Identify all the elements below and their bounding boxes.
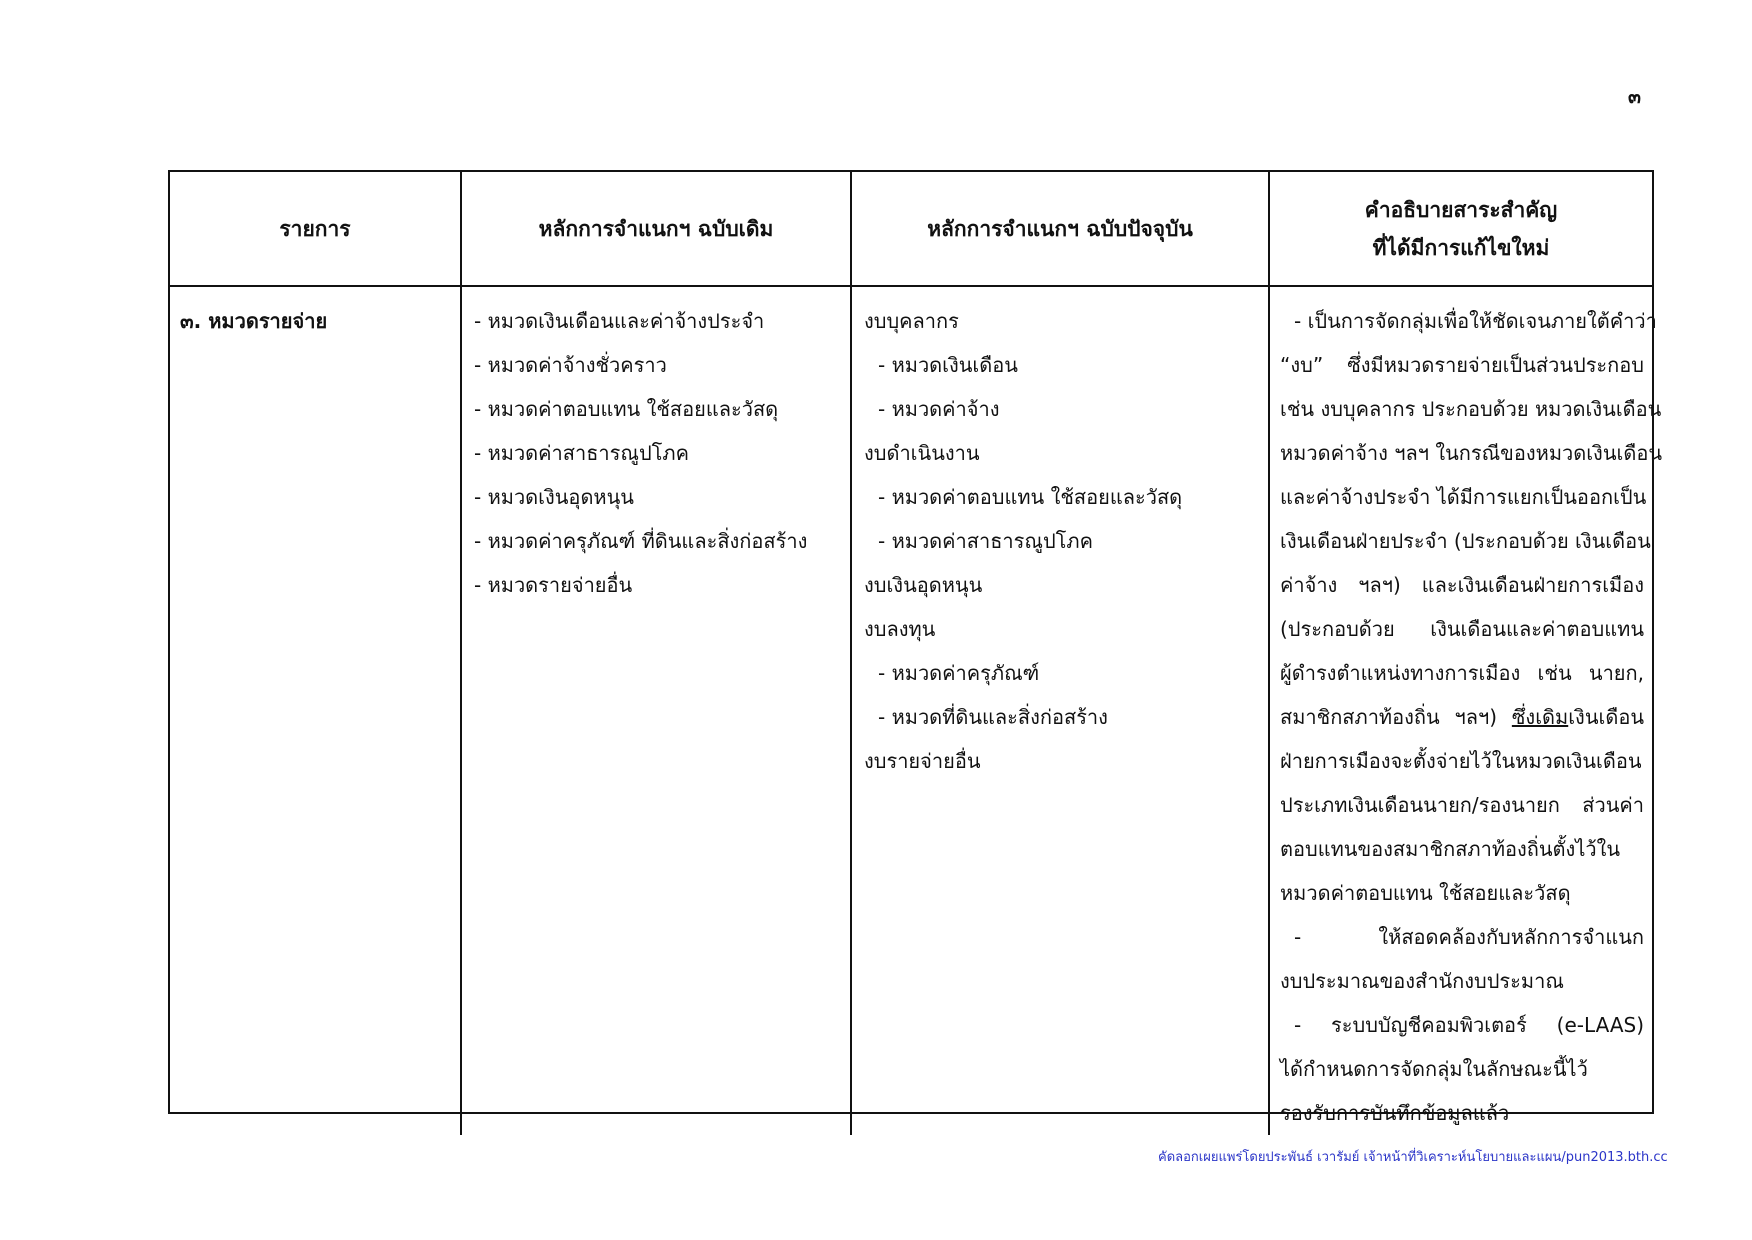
header-current-principle xyxy=(852,172,1270,287)
explanation-line: - ระบบบัญชีคอมพิวเตอร์ (e-LAAS) xyxy=(1294,1013,1644,1037)
explanation-line: หมวดค่าจ้าง ฯลฯ ในกรณีของหมวดเงินเดือน xyxy=(1280,441,1663,465)
header-explanation xyxy=(1270,172,1652,287)
underlined-word: ซึ่งเดิม xyxy=(1511,705,1569,729)
explanation-line: เงินเดือนฝ่ายประจำ (ประกอบด้วย เงินเดือน xyxy=(1280,529,1651,553)
explanation-line: (ประกอบด้วย เงินเดือนและค่าตอบแทน xyxy=(1280,617,1644,641)
old-principle-line: - หมวดค่าครุภัณฑ์ ที่ดินและสิ่งก่อสร้าง xyxy=(474,529,808,553)
old-principle-line: - หมวดเงินอุดหนุน xyxy=(474,485,634,509)
header-old-principle-text: หลักการจำแนกฯ ฉบับเดิม xyxy=(538,216,774,241)
header-item xyxy=(170,172,462,287)
current-principle-budget-group: งบเงินอุดหนุน xyxy=(864,573,983,597)
current-principle-category: - หมวดค่าจ้าง xyxy=(878,397,1000,421)
explanation-line: ตอบแทนของสมาชิกสภาท้องถิ่นตั้งไว้ใน xyxy=(1280,837,1621,861)
explanation-line: สมาชิกสภาท้องถิ่น ฯลฯ) ซึ่งเดิมเงินเดือน xyxy=(1280,705,1644,729)
current-principle-category: - หมวดค่าตอบแทน ใช้สอยและวัสดุ xyxy=(878,485,1183,509)
explanation-line: และค่าจ้างประจำ ได้มีการแยกเป็นออกเป็น xyxy=(1280,485,1647,509)
header-explanation-line-2: ที่ได้มีการแก้ไขใหม่ xyxy=(1372,235,1550,260)
explanation-line: - ให้สอดคล้องกับหลักการจำแนก xyxy=(1294,925,1644,949)
explanation-line: รองรับการบันทึกข้อมูลแล้ว xyxy=(1280,1101,1510,1125)
explanation-line: ฝ่ายการเมืองจะตั้งจ่ายไว้ในหมวดเงินเดือน xyxy=(1280,749,1642,773)
old-principle-line: - หมวดค่าจ้างชั่วคราว xyxy=(474,353,667,377)
header-old-principle xyxy=(462,172,852,287)
comparison-table xyxy=(168,170,1663,1125)
footer-note: คัดลอกเผยแพร่โดยประพันธ์ เวารัมย์ เจ้าหน้าที่วิเคราะห์นโยบายและแผน/pun2013.bth.cc xyxy=(1158,1150,1668,1165)
item-cell xyxy=(170,287,462,1135)
old-principle-line: - หมวดเงินเดือนและค่าจ้างประจำ xyxy=(474,309,765,333)
explanation-line: ผู้ดำรงตำแหน่งทางการเมือง เช่น นายก, xyxy=(1280,661,1644,685)
current-principle-budget-group: งบรายจ่ายอื่น xyxy=(864,749,981,773)
old-principle-line: - หมวดค่าสาธารณูปโภค xyxy=(474,441,689,465)
header-current-principle-text: หลักการจำแนกฯ ฉบับปัจจุบัน xyxy=(927,216,1193,241)
current-principle-budget-group: งบบุคลากร xyxy=(864,309,959,333)
old-principle-line: - หมวดรายจ่ายอื่น xyxy=(474,573,633,597)
current-principle-category: - หมวดเงินเดือน xyxy=(878,353,1018,377)
current-principle-category: - หมวดค่าสาธารณูปโภค xyxy=(878,529,1093,553)
old-principle-line: - หมวดค่าตอบแทน ใช้สอยและวัสดุ xyxy=(474,397,779,421)
current-principle-budget-group: งบลงทุน xyxy=(864,617,936,641)
header-explanation-line-1: คำอธิบายสาระสำคัญ xyxy=(1364,197,1558,222)
current-principle-category: - หมวดที่ดินและสิ่งก่อสร้าง xyxy=(878,705,1108,729)
current-principle-budget-group: งบดำเนินงาน xyxy=(864,441,980,465)
page-number: ๓ xyxy=(1628,86,1641,108)
old-principle-cell xyxy=(462,287,852,1135)
explanation-line: ค่าจ้าง ฯลฯ) และเงินเดือนฝ่ายการเมือง xyxy=(1280,573,1644,597)
current-principle-cell xyxy=(852,287,1270,1135)
explanation-line: “งบ” ซึ่งมีหมวดรายจ่ายเป็นส่วนประกอบ xyxy=(1280,353,1644,377)
explanation-line: เช่น งบบุคลากร ประกอบด้วย หมวดเงินเดือน xyxy=(1280,397,1662,421)
explanation-line: - เป็นการจัดกลุ่มเพื่อให้ชัดเจนภายใต้คำว่า xyxy=(1294,309,1657,333)
current-principle-category: - หมวดค่าครุภัณฑ์ xyxy=(878,661,1040,685)
explanation-line: หมวดค่าตอบแทน ใช้สอยและวัสดุ xyxy=(1280,881,1571,905)
explanation-line: งบประมาณของสำนักงบประมาณ xyxy=(1280,969,1564,993)
explanation-line: ประเภทเงินเดือนนายก/รองนายก ส่วนค่า xyxy=(1280,793,1644,817)
explanation-line: ได้กำหนดการจัดกลุ่มในลักษณะนี้ไว้ xyxy=(1280,1057,1588,1081)
header-item-text: รายการ xyxy=(279,216,351,241)
explanation-cell xyxy=(1270,287,1663,1135)
item-label: ๓. หมวดรายจ่าย xyxy=(180,309,328,333)
